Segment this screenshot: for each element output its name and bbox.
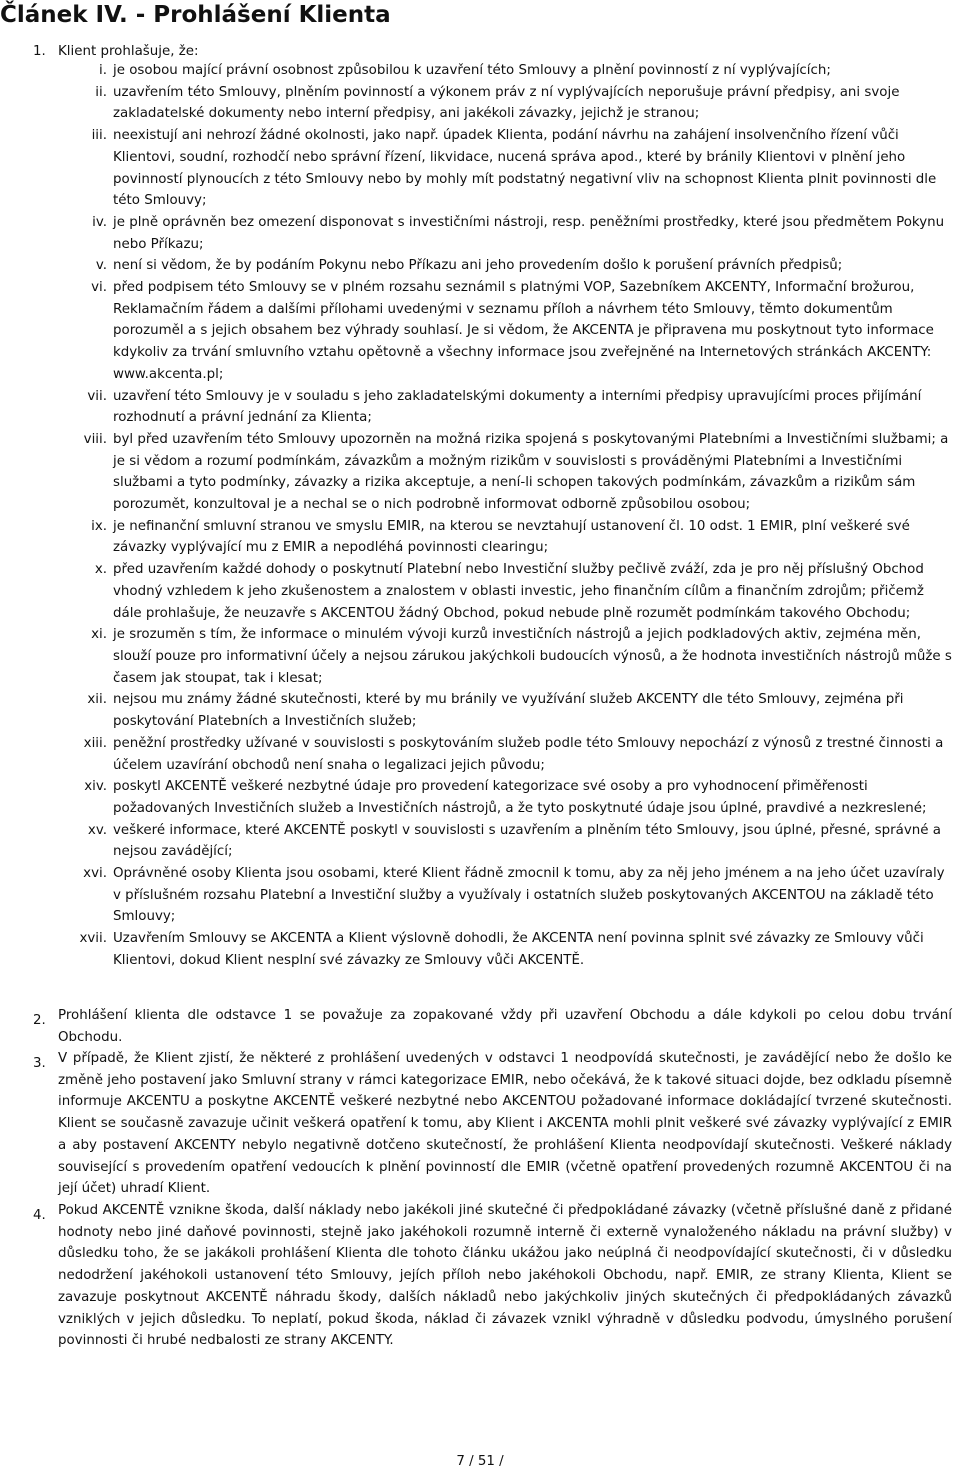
clause-number: 4. xyxy=(33,1208,46,1223)
list-item xyxy=(0,820,960,863)
list-item xyxy=(0,386,960,429)
item-text: není si vědom, že by podáním Pokynu nebo Příkazu ani jeho provedením došlo k porušení právních předpisů; xyxy=(113,258,843,274)
list-item xyxy=(0,125,960,212)
item-text: je osobou mající právní osobnost způsobilou k uzavření této Smlouvy a plnění povinností z ní vyplývajících; xyxy=(113,63,831,78)
clause-text: V případě, že Klient zjistí, že některé z prohlášení uvedených v odstavci 1 neodpovídá skutečnosti, je zavádějící nebo že došlo ke změně jeho postavení jako Smluvní strany v rámci kategorizace EMIR, nebo očekává, že k takové situaci dojde, bez odkladu písemně informuje AKCENTU a poskytne AKCENTĚ veškeré nezbytné nebo AKCENTOU požadované informace dokládající tvrzené skutečnosti. Klient se současně zavazuje učinit veškerá opatření k tomu, aby Klient i AKCENTA mohli plnit veškeré své závazky vyplývající z EMIR a aby postavení AKCENTY nebylo negativně dotčeno skutečností, že prohlášení Klienta neodpovídají skutečnosti. Veškeré náklady související s provedením opatření vedoucích k plnění povinností dle EMIR (včetně opatření provedených rozumně AKCENTOU či na její účet) uhradí Klient. xyxy=(58,1051,952,1197)
item-number: xv. xyxy=(87,822,107,838)
clause-number: 3. xyxy=(33,1056,46,1071)
item-number: xvi. xyxy=(83,866,107,882)
item-number: x. xyxy=(94,562,107,578)
item-number: vii. xyxy=(87,388,107,404)
item-number: v. xyxy=(95,258,107,274)
item-number: iii. xyxy=(91,128,107,144)
list-item xyxy=(0,82,960,125)
item-text: uzavření této Smlouvy je v souladu s jeho zakladatelskými dokumenty a interními předpisy upravujícími proces přijímání rozhodnutí a právní jednání za Klienta; xyxy=(113,388,922,426)
item-text: je nefinanční smluvní stranou ve smyslu EMIR, na kterou se nevztahují ustanovení čl. 10 odst. 1 EMIR, plní veškeré své závazky vyplývající mu z EMIR a nepodléhá povinnosti clearingu; xyxy=(113,518,910,556)
clause-number: 1. xyxy=(33,44,46,59)
list-item xyxy=(0,689,960,732)
clause-intro: Klient prohlašuje, že: xyxy=(58,44,199,59)
list-item xyxy=(0,60,960,82)
item-text: před uzavřením každé dohody o poskytnutí Platební nebo Investiční služby pečlivě zváží, zda je pro něj příslušný Obchod vhodný vzhledem k jeho zkušenostem a znalostem v oblasti investic, jeho finančním cílům a finančním zdrojům; přičemž dále prohlašuje, že neuzavře s AKCENTOU žádný Obchod, pokud nebude plně rozumět podmínkám takového Obchodu; xyxy=(113,562,924,621)
list-item xyxy=(0,255,960,277)
item-number: iv. xyxy=(92,214,107,230)
item-text: neexistují ani nehrozí žádné okolnosti, jako např. úpadek Klienta, podání návrhu na zahájení insolvenčního řízení vůči Klientovi, soudní, rozhodčí nebo správní řízení, likvidace, nucená správa apod., které by bránily Klientovi v plnění jeho povinností plynoucích z této Smlouvy nebo by mohly mít podstatný negativní vliv na schopnost Klienta plnit povinnosti dle této Smlouvy; xyxy=(113,128,937,209)
clause-text: Prohlášení klienta dle odstavce 1 se považuje za zopakované vždy při uzavření Obchodu a dále kdykoli po celou dobu trvání Obchodu. xyxy=(58,1008,952,1045)
list-item xyxy=(0,212,960,255)
list-item xyxy=(0,863,960,928)
list-item xyxy=(0,559,960,624)
item-text: veškeré informace, které AKCENTĚ poskytl v souvislosti s uzavřením a plněním této Smlouvy, jsou úplné, přesné, správné a nejsou zavádějící; xyxy=(113,822,941,860)
list-item xyxy=(0,277,960,386)
clause-number: 2. xyxy=(33,1013,46,1028)
clause-text: Pokud AKCENTĚ vznikne škoda, další náklady nebo jakékoli jiné skutečné či předpokládané závazky (včetně příslušné daně z přidané hodnoty nebo jiné daňové povinnosti, stejně jako jakéhokoli rozumně interně či externě vynaloženého nákladu na právní služby) v důsledku toho, že se jakákoli prohlášení Klienta dle tohoto článku ukážou jako neúplná či neodpovídající skutečnosti, či v důsledku nedodržení jakéhokoli ustanovení této Smlouvy, jejích příloh nebo jakéhokoli Obchodu, např. EMIR, ze strany Klienta, Klient se zavazuje poskytnout AKCENTĚ náhradu škody, dalších nákladů nebo jakýchkoliv jiných skutečných či předpokládaných závazků vzniklých v jejich důsledku. To neplatí, pokud škoda, náklad či závazek vznikl výhradně v důsledku podvodu, úmyslného porušení povinnosti či hrubé nedbalosti ze strany AKCENTY. xyxy=(58,1203,952,1349)
list-item xyxy=(0,776,960,819)
item-text: Oprávněné osoby Klienta jsou osobami, které Klient řádně zmocnil k tomu, aby za něj jeho jménem a na jeho účet uzavíraly v příslušném rozsahu Platební a Investiční služby a využívaly i ostatních služeb poskytovaných AKCENTOU na základě této Smlouvy; xyxy=(113,866,945,925)
clause-2 xyxy=(0,1005,960,1048)
item-text: byl před uzavřením této Smlouvy upozorněn na možná rizika spojená s poskytovanými Platebními a Investičními službami; a je si vědom a rozumí podmínkám, závazkům a možným rizikům v souvislosti s prováděnými Platebními a Investičními službami a tyto podmínky, závazky a rizika akceptuje, a není-li schopen takových podmínkám, závazkům a rizikům sám porozumět, konzultoval je a nechal se o nich podrobně informovat odborně způsobilou osobou; xyxy=(113,431,949,513)
item-number: vi. xyxy=(91,280,107,296)
item-text: je plně oprávněn bez omezení disponovat s investičními nástroji, resp. peněžními prostředky, které jsou předmětem Pokynu nebo Příkazu; xyxy=(113,214,945,252)
clause-3 xyxy=(0,1048,960,1200)
list-item xyxy=(0,928,960,971)
declaration-list xyxy=(0,60,960,972)
item-text: před podpisem této Smlouvy se v plném rozsahu seznámil s platnými VOP, Sazebníkem AKCENTY, Informační brožurou, Reklamačním řádem a dalšími přílohami uvedenými v seznamu příloh a návrhem této Smlouvy, těmto dokumentům porozuměl a s jejich obsahem bez výhrady souhlasí. Je si vědom, že AKCENTA je připravena mu poskytnout tyto informace kdykoliv za trvání smluvního vztahu opětovně a všechny informace jsou zveřejněné na Internetových stránkách AKCENTY: www.akcenta.pl; xyxy=(113,280,934,382)
page-title: Článek IV. - Prohlášení Klienta xyxy=(0,2,391,28)
page-number: 7 / 51 / xyxy=(456,1454,504,1469)
item-number: ii. xyxy=(95,84,107,100)
item-number: viii. xyxy=(83,431,107,447)
item-text: peněžní prostředky užívané v souvislosti s poskytováním služeb podle této Smlouvy nepochází z výnosů z trestné činnosti a účelem uzavírání obchodů není snaha o legalizaci jejich původu; xyxy=(113,735,944,773)
item-number: xii. xyxy=(87,692,107,708)
item-text: nejsou mu známy žádné skutečnosti, které by mu bránily ve využívání služeb AKCENTY dle této Smlouvy, zejména při poskytování Platebních a Investičních služeb; xyxy=(113,692,904,730)
list-item xyxy=(0,516,960,559)
item-number: i. xyxy=(99,63,107,78)
list-item xyxy=(0,733,960,776)
list-item xyxy=(0,429,960,516)
item-text: Uzavřením Smlouvy se AKCENTA a Klient výslovně dohodli, že AKCENTA není povinna splnit své závazky ze Smlouvy vůči Klientovi, dokud Klient nesplní své závazky ze Smlouvy vůči AKCENTĚ. xyxy=(113,931,924,968)
list-item xyxy=(0,624,960,689)
item-number: ix. xyxy=(91,518,107,534)
item-number: xiii. xyxy=(83,735,107,751)
item-text: je srozuměn s tím, že informace o minulém vývoji kurzů investičních nástrojů a jejich podkladových aktiv, zejména měn, slouží pouze pro informativní účely a nejsou zárukou jakýchkoli budoucích výnosů, a že hodnota investičních nástrojů může s časem jak stoupat, tak i klesat; xyxy=(113,627,952,686)
item-number: xiv. xyxy=(84,779,107,795)
item-number: xvii. xyxy=(79,931,107,947)
item-text: poskytl AKCENTĚ veškeré nezbytné údaje pro provedení kategorizace své osoby a pro vyhodnocení přiměřenosti požadovaných Investičních služeb a Investičních nástrojů, a že tyto poskytnuté údaje jsou úplné, pravdivé a nezkreslené; xyxy=(113,779,927,816)
item-text: uzavřením této Smlouvy, plněním povinností a výkonem práv z ní vyplývajících neporušuje právní předpisy, ani svoje zakladatelské dokumenty nebo interní předpisy, ani jakékoli závazky, jejichž je stranou; xyxy=(113,84,900,122)
item-number: xi. xyxy=(91,627,107,643)
clause-4 xyxy=(0,1200,960,1352)
